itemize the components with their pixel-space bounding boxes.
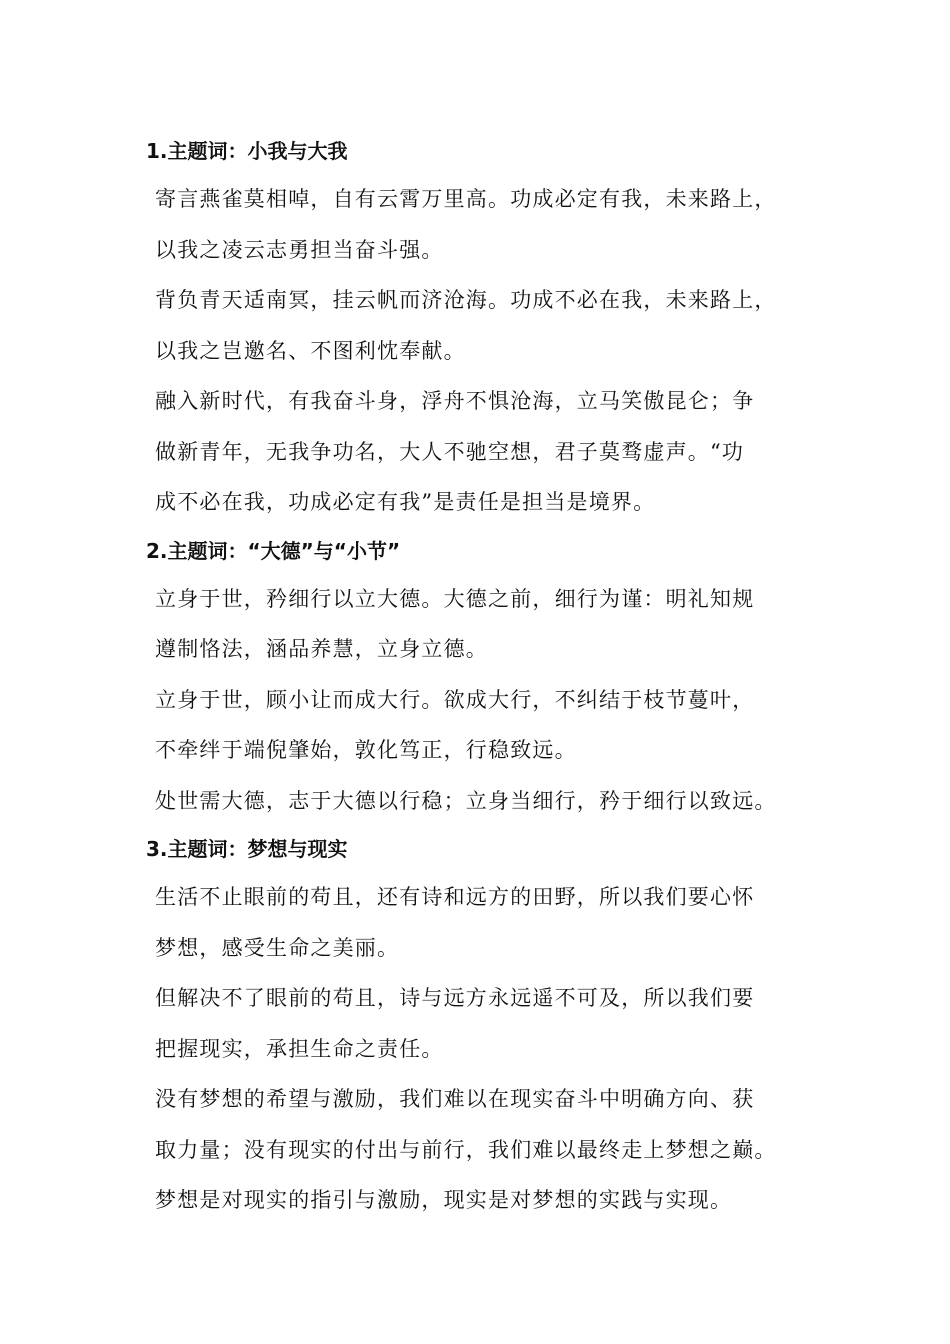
- document-body: [146, 128, 826, 1226]
- text-line: 梦想，感受生命之美丽。: [155, 935, 400, 960]
- text-line: 做新青年，无我争功名，大人不驰空想，君子莫骛虚声。“功: [155, 439, 745, 464]
- paragraph: [146, 1175, 826, 1226]
- text-line: 融入新时代，有我奋斗身，浮舟不惧沧海，立马笑傲昆仑；争: [155, 389, 755, 413]
- text-line: 取力量；没有现实的付出与前行，我们难以最终走上梦想之巅。: [155, 1137, 777, 1162]
- text-line: 梦想是对现实的指引与激励，现实是对梦想的实践与实现。: [155, 1188, 733, 1212]
- text-line: 背负青天适南冥，挂云帆而济沧海。功成不必在我，未来路上，: [155, 288, 777, 312]
- text-line: 生活不止眼前的苟且，还有诗和远方的田野，所以我们要心怀: [155, 885, 755, 909]
- section-heading: 2.主题词：“大德”与“小节”: [146, 538, 401, 563]
- paragraph: [146, 275, 826, 376]
- paragraph: [146, 1074, 826, 1175]
- text-line: 立身于世，顾小让而成大行。欲成大行，不纠结于枝节蔓叶，: [155, 687, 755, 712]
- paragraph: [146, 174, 826, 275]
- text-line: 寄言燕雀莫相啅，自有云霄万里高。功成必定有我，未来路上，: [155, 187, 777, 211]
- text-line: 处世需大德，志于大德以行稳；立身当细行，矜于细行以致远。: [155, 788, 777, 813]
- text-line: 立身于世，矜细行以立大德。大德之前，细行为谨：明礼知规: [155, 586, 755, 611]
- paragraph: [146, 574, 826, 675]
- text-line: 以我之岂邀名、不图利忱奉献。: [155, 338, 466, 363]
- text-line: 但解决不了眼前的苟且，诗与远方永远遥不可及，所以我们要: [155, 986, 755, 1010]
- text-line: 不牵绊于端倪肇始，敦化笃正，行稳致远。: [155, 738, 577, 762]
- section-heading: 1.主题词：小我与大我: [146, 139, 348, 163]
- paragraph: [146, 376, 826, 528]
- paragraph: [146, 776, 826, 827]
- paragraph: [146, 973, 826, 1074]
- text-line: 没有梦想的希望与激励，我们难以在现实奋斗中明确方向、获: [155, 1087, 755, 1111]
- text-line: 遵制恪法，涵品养慧，立身立德。: [155, 637, 488, 661]
- text-line: 把握现实，承担生命之责任。: [155, 1036, 444, 1061]
- paragraph: [146, 675, 826, 776]
- section-heading: 3.主题词：梦想与现实: [146, 837, 348, 861]
- text-line: 成不必在我，功成必定有我”是责任是担当是境界。: [155, 490, 656, 514]
- text-line: 以我之凌云志勇担当奋斗强。: [155, 237, 444, 262]
- paragraph: [146, 872, 826, 973]
